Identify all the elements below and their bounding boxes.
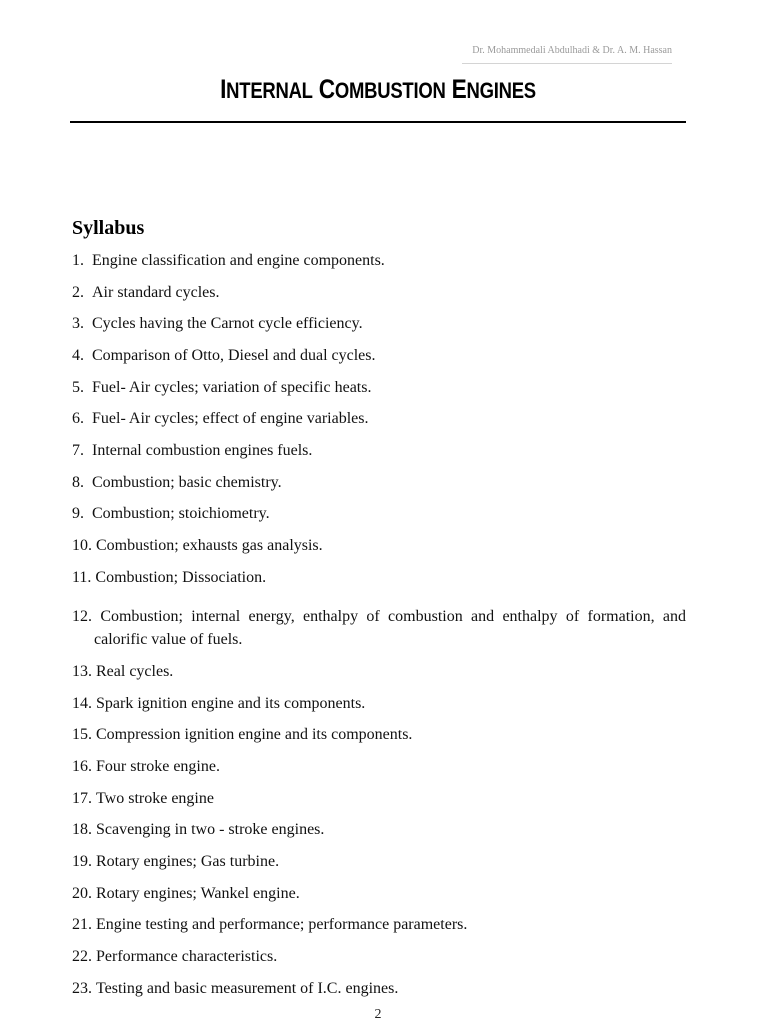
syllabus-item: 4. Comparison of Otto, Diesel and dual cycles. (72, 347, 376, 364)
running-head-rule (462, 63, 672, 64)
syllabus-item: 23. Testing and basic measurement of I.C. engines. (72, 980, 399, 997)
syllabus-item: 14. Spark ignition engine and its components. (72, 695, 366, 712)
syllabus-item: 9. Combustion; stoichiometry. (72, 505, 270, 522)
syllabus-item: 6. Fuel- Air cycles; effect of engine variables. (72, 410, 369, 427)
running-head-authors: Dr. Mohammedali Abdulhadi & Dr. A. M. Hassan (472, 45, 672, 56)
syllabus-item: 7. Internal combustion engines fuels. (72, 442, 313, 459)
syllabus-item: 13. Real cycles. (72, 663, 174, 680)
syllabus-item: 11. Combustion; Dissociation. (72, 569, 267, 586)
syllabus-item: 12. Combustion; internal energy, enthalpy of combustion and enthalpy of formation, and calorific value of fuels. (72, 608, 686, 648)
title-word-internal: INTERNAL (220, 74, 313, 104)
syllabus-item: 10. Combustion; exhausts gas analysis. (72, 537, 323, 554)
syllabus-item: 5. Fuel- Air cycles; variation of specific heats. (72, 379, 372, 396)
syllabus-item: 15. Compression ignition engine and its components. (72, 726, 413, 743)
document-title (60, 74, 695, 105)
syllabus-item: 2. Air standard cycles. (72, 284, 220, 301)
syllabus-item: 21. Engine testing and performance; performance parameters. (72, 916, 468, 933)
title-rule (70, 121, 686, 123)
title-word-engines: ENGINES (451, 74, 536, 104)
syllabus-item: 16. Four stroke engine. (72, 758, 220, 775)
page-number: 2 (374, 1007, 382, 1022)
syllabus-item: 20. Rotary engines; Wankel engine. (72, 885, 300, 902)
title-word-combustion: COMBUSTION (318, 74, 446, 104)
syllabus-item: 3. Cycles having the Carnot cycle efficiency. (72, 315, 363, 332)
syllabus-item: 8. Combustion; basic chemistry. (72, 474, 282, 491)
syllabus-item: 1. Engine classification and engine components. (72, 252, 385, 269)
syllabus-item: 22. Performance characteristics. (72, 948, 278, 965)
syllabus-item: 19. Rotary engines; Gas turbine. (72, 853, 280, 870)
syllabus-item: 17. Two stroke engine (72, 790, 214, 807)
syllabus-item: 18. Scavenging in two - stroke engines. (72, 821, 325, 838)
syllabus-heading: Syllabus (72, 217, 145, 239)
